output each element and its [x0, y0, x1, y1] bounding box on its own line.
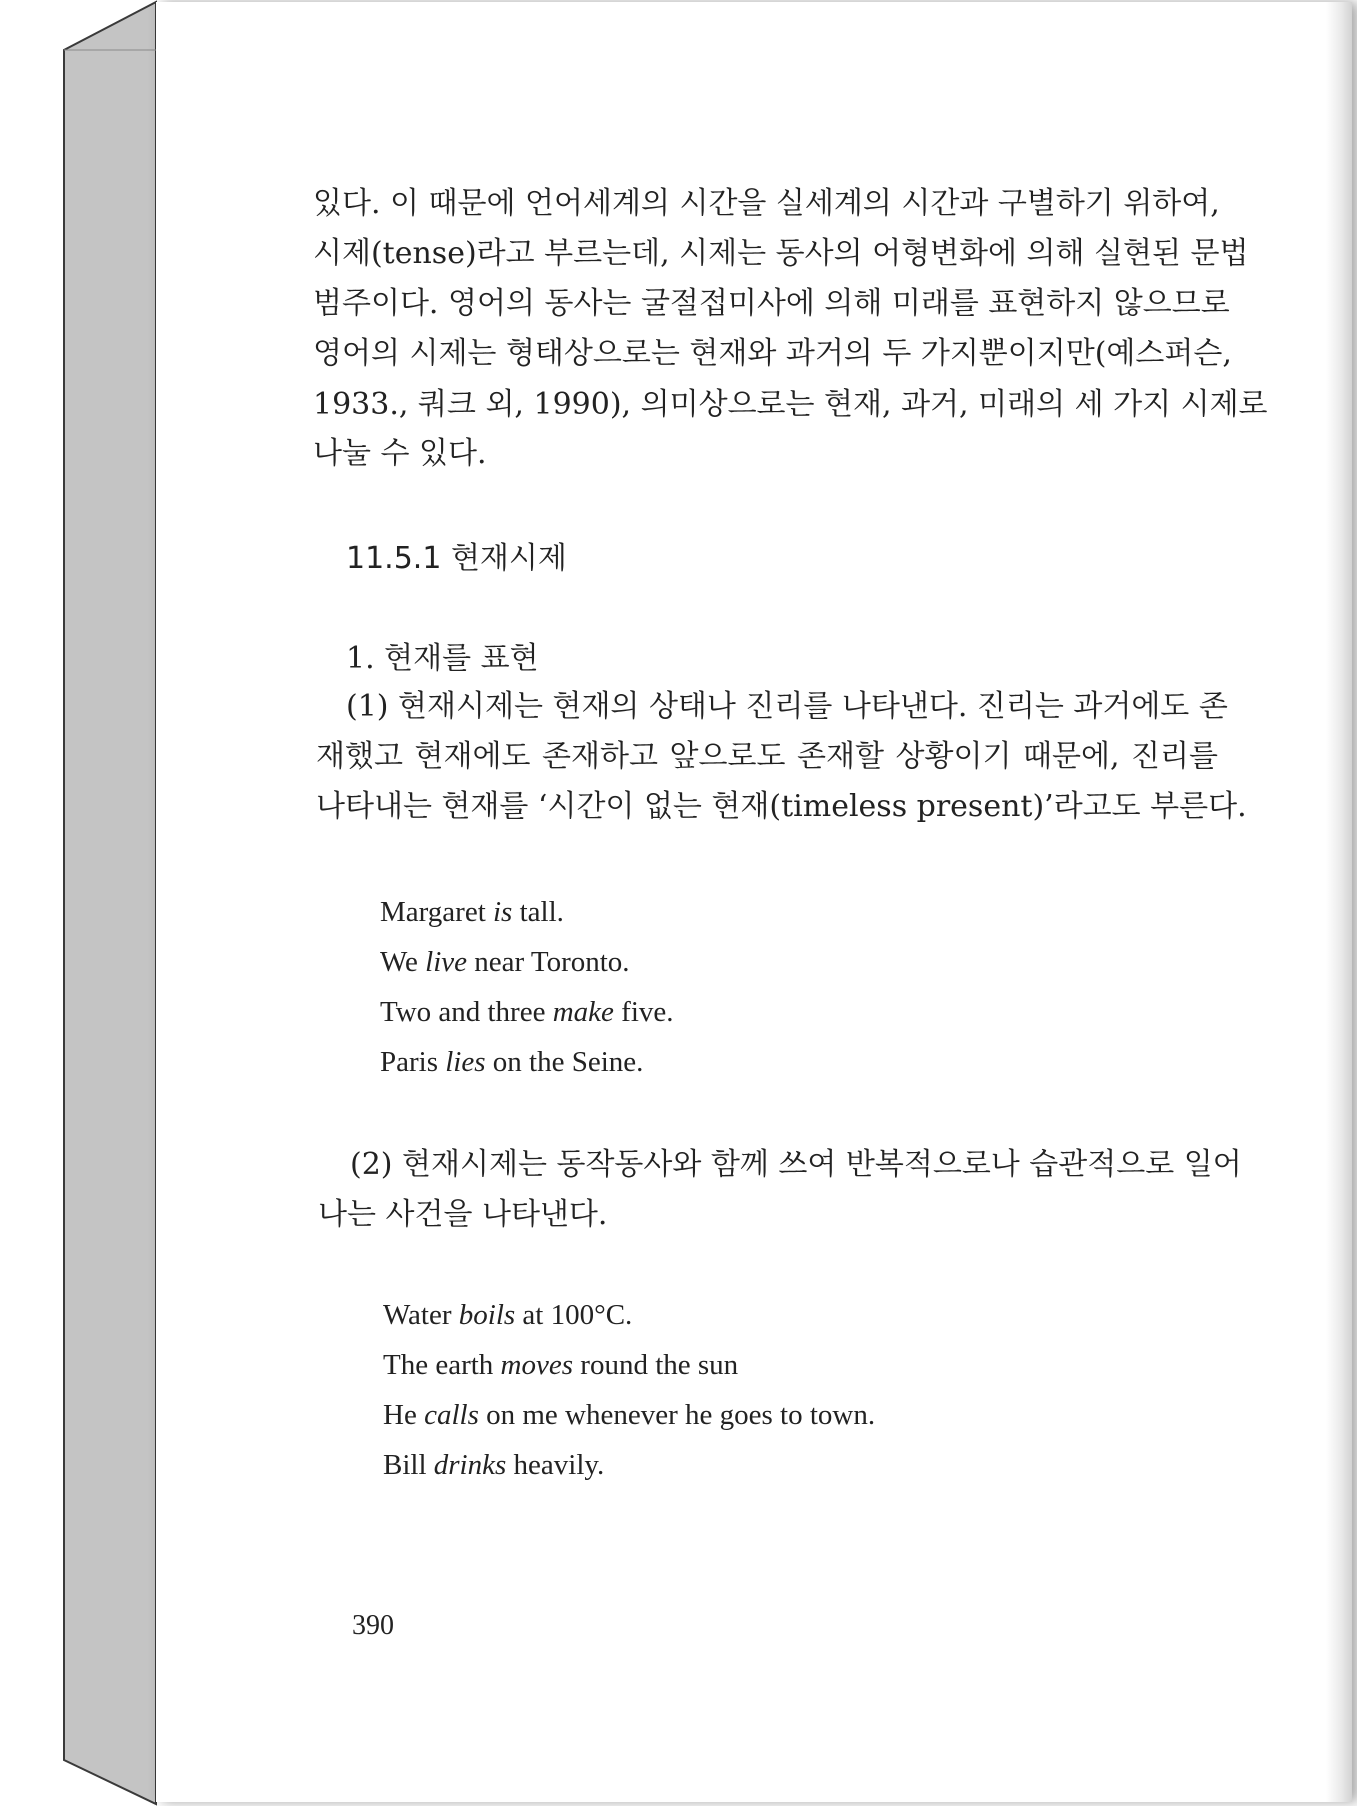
example-verb: is: [493, 896, 513, 928]
intro-line-3: 범주이다. 영어의 동사는 굴절접미사에 의해 미래를 표현하지 않으므로: [313, 286, 1230, 321]
point1-line-2: 재했고 현재에도 존재하고 앞으로도 존재할 상황이기 때문에, 진리를: [316, 739, 1218, 774]
example-verb: moves: [500, 1349, 574, 1381]
page-text: [156, 2, 1352, 1802]
example-sentence: [383, 1395, 875, 1435]
example-text: round the sun: [573, 1349, 739, 1381]
subsection-heading: 1. 현재를 표현: [346, 641, 539, 676]
example-sentence: [380, 992, 674, 1032]
page-number: 390: [352, 1610, 394, 1641]
example-sentence: [380, 942, 630, 982]
point1-line-3: 나타내는 현재를 ‘시간이 없는 현재(timeless present)’라고도 부른다.: [316, 789, 1247, 824]
example-text: He: [383, 1399, 425, 1431]
example-sentence: [383, 1345, 738, 1385]
example-text: Paris: [380, 1046, 446, 1078]
example-text: The earth: [383, 1349, 501, 1381]
intro-line-6: 나눌 수 있다.: [313, 436, 487, 471]
example-text: tall.: [512, 896, 564, 928]
example-text: We: [380, 946, 426, 978]
section-heading: 11.5.1 현재시제: [346, 541, 567, 576]
example-text: heavily.: [506, 1449, 605, 1481]
example-sentence: [383, 1295, 632, 1335]
example-text: near Toronto.: [467, 946, 630, 978]
point2-line-1: (2) 현재시제는 동작동사와 함께 쓰여 반복적으로나 습관적으로 일어: [350, 1147, 1242, 1182]
example-verb: make: [552, 996, 614, 1028]
example-sentence: [383, 1445, 604, 1485]
example-text: Water: [383, 1299, 459, 1331]
example-verb: lies: [445, 1046, 486, 1078]
example-verb: boils: [458, 1299, 516, 1331]
example-text: Two and three: [380, 996, 553, 1028]
example-verb: live: [425, 946, 468, 978]
example-text: Margaret: [380, 896, 493, 928]
example-sentence: [380, 1042, 643, 1082]
intro-line-5: 1933., 쿼크 외, 1990), 의미상으로는 현재, 과거, 미래의 세 가지 시제로: [313, 387, 1268, 422]
point1-line-1: (1) 현재시제는 현재의 상태나 진리를 나타낸다. 진리는 과거에도 존: [346, 689, 1228, 724]
example-verb: drinks: [433, 1449, 507, 1481]
book-page: [156, 2, 1352, 1802]
example-text: five.: [613, 996, 674, 1028]
intro-line-2: 시제(tense)라고 부르는데, 시제는 동사의 어형변화에 의해 실현된 문법: [313, 236, 1249, 271]
example-text: at 100°C.: [515, 1299, 633, 1331]
intro-line-4: 영어의 시제는 형태상으로는 현재와 과거의 두 가지뿐이지만(예스퍼슨,: [313, 336, 1232, 371]
example-text: on me whenever he goes to town.: [478, 1399, 876, 1431]
point2-line-2: 나는 사건을 나타낸다.: [318, 1197, 608, 1232]
example-text: Bill: [383, 1449, 434, 1481]
example-verb: calls: [424, 1399, 479, 1431]
example-text: on the Seine.: [485, 1046, 644, 1078]
example-sentence: [380, 892, 564, 932]
intro-line-1: 있다. 이 때문에 언어세계의 시간을 실세계의 시간과 구별하기 위하여,: [313, 186, 1220, 221]
